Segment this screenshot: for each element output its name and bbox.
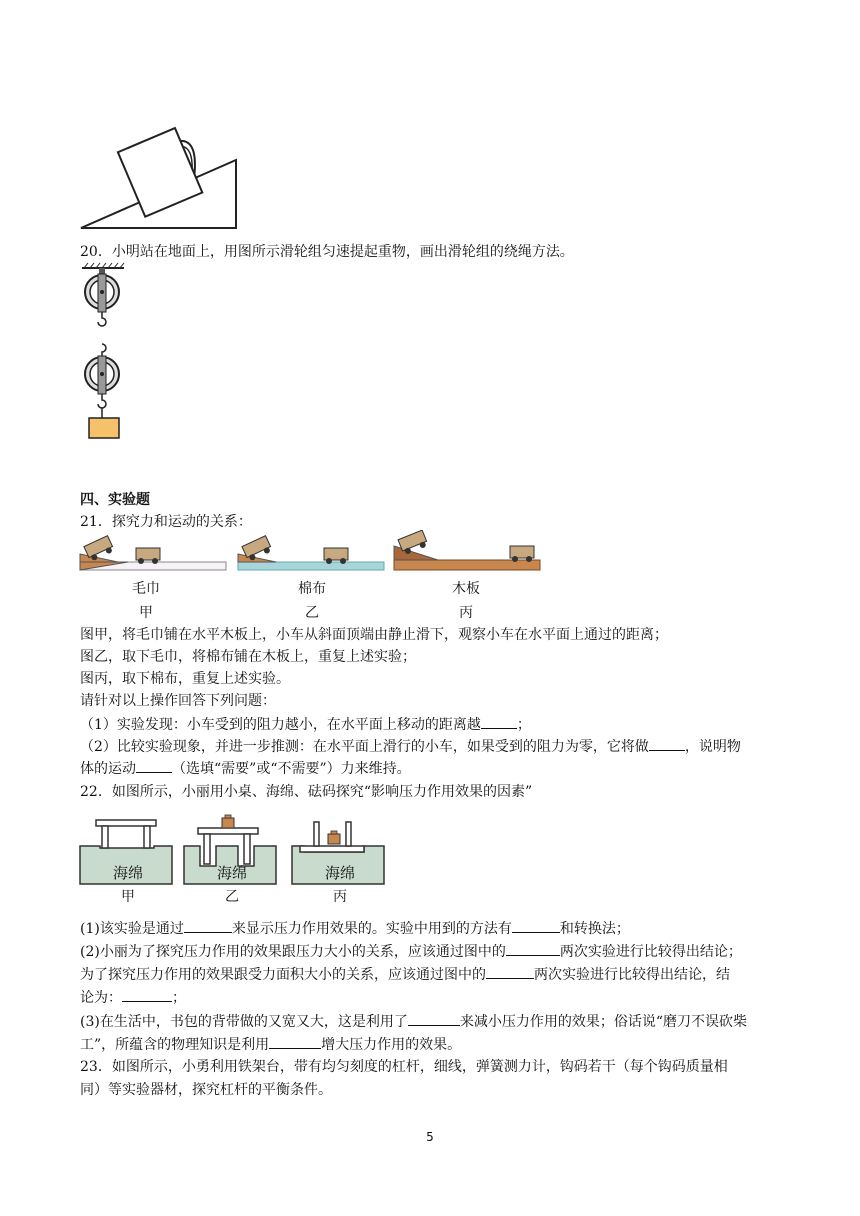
q21-blank-2[interactable] <box>649 736 685 751</box>
sponge-label-bing: 海绵 <box>324 864 355 882</box>
q21-part-2-text: （2）比较实验现象，并进一步推测：在水平面上滑行的小车，如果受到的阻力为零，它将做 <box>80 739 649 755</box>
q22-blank-3[interactable] <box>506 941 560 956</box>
q22-blank-6[interactable] <box>408 1011 460 1026</box>
sponge-label-yi: 海绵 <box>216 864 247 882</box>
q21-line-2: 图乙，取下毛巾，将棉布铺在木板上，重复上述实验； <box>80 649 416 665</box>
q21-part-2 <box>80 736 741 757</box>
caption-cloth: 棉布 <box>298 581 326 597</box>
q22-part-2-line-2-text: 为了探究压力作用的效果跟受力面积大小的关系，应该通过图中的 <box>80 967 486 983</box>
q22-part-3-line-2-text: 工”，所蕴含的物理知识是利用 <box>80 1037 270 1053</box>
question-22-intro: 22．如图所示，小丽用小桌、海绵、砝码探究“影响压力作用效果的因素” <box>80 784 533 800</box>
q22-part-2-mid: 两次实验进行比较得出结论； <box>559 944 742 960</box>
caption-label-yi: 乙 <box>305 605 319 621</box>
q22-part-2-line-3 <box>80 987 186 1008</box>
section-4-title: 四、实验题 <box>80 492 150 508</box>
q22-part-3-text: (3)在生活中，书包的背带做的又宽又大，这是利用了 <box>80 1014 408 1030</box>
figure-label-yi: 乙 <box>225 889 239 905</box>
caption-label-jia: 甲 <box>139 605 153 621</box>
incline-cart-experiment-figure <box>78 530 548 580</box>
question-21-intro: 21．探究力和运动的关系： <box>80 514 252 530</box>
q21-part-2-cont <box>80 758 411 779</box>
q21-part-1-text: （1）实验发现：小车受到的阻力越小，在水平面上移动的距离越 <box>80 717 481 733</box>
q22-blank-4[interactable] <box>486 964 534 979</box>
q22-part-2-text: (2)小丽为了探究压力作用的效果跟压力大小的关系，应该通过图中的 <box>80 944 506 960</box>
q21-part-2-mid: ，说明物 <box>684 739 741 755</box>
q22-part-3-line-2 <box>80 1034 461 1055</box>
q22-part-1-end: 和转换法； <box>559 921 630 937</box>
caption-label-bing: 丙 <box>459 605 473 621</box>
q21-part-1-end: ； <box>516 717 531 733</box>
q21-line-4: 请针对以上操作回答下列问题： <box>80 693 276 709</box>
q22-part-2 <box>80 941 742 962</box>
question-23-line-1: 23．如图所示，小勇利用铁架台，带有均匀刻度的杠杆，细线，弹簧测力计，钩码若干（每个钩码质量相 <box>80 1059 728 1075</box>
q22-blank-1[interactable] <box>184 918 232 933</box>
caption-towel: 毛巾 <box>132 581 160 597</box>
figure-label-jia: 甲 <box>121 889 135 905</box>
q21-part-2-cont-text: 体的运动 <box>80 761 136 777</box>
q22-blank-2[interactable] <box>512 918 560 933</box>
q21-part-1 <box>80 714 531 735</box>
q21-line-3: 图丙，取下棉布，重复上述实验。 <box>80 671 290 687</box>
sponge-label-jia: 海绵 <box>112 864 143 882</box>
question-20-text: 20．小明站在地面上，用图所示滑轮组匀速提起重物，画出滑轮组的绕绳方法。 <box>80 244 574 260</box>
q22-blank-5[interactable] <box>122 987 172 1002</box>
q22-blank-7[interactable] <box>269 1034 321 1049</box>
q22-part-3 <box>80 1011 747 1032</box>
q21-part-2-end: （选填“需要”或“不需要”）力来维持。 <box>172 761 411 777</box>
q21-line-1: 图甲，将毛巾铺在水平木板上，小车从斜面顶端由静止滑下，观察小车在水平面上通过的距离； <box>80 627 668 643</box>
q21-blank-1[interactable] <box>481 714 517 729</box>
q22-part-1-text: (1)该实验是通过 <box>80 921 184 937</box>
q22-part-2-line-2-end: 两次实验进行比较得出结论，结 <box>534 967 730 983</box>
q22-part-3-mid: 来减小压力作用的效果；俗话说“磨刀不误砍柴 <box>459 1014 747 1030</box>
caption-wood: 木板 <box>452 581 480 597</box>
q22-part-2-line-2 <box>80 964 730 985</box>
q22-part-3-line-2-end: 增大压力作用的效果。 <box>321 1037 462 1053</box>
q22-part-1 <box>80 918 630 939</box>
figure-label-bing: 丙 <box>333 889 347 905</box>
pulley-system-figure <box>80 262 130 442</box>
q22-part-2-line-3-end: ； <box>172 990 186 1006</box>
cup-on-incline-figure <box>78 100 243 232</box>
q21-blank-3[interactable] <box>136 758 172 773</box>
q22-part-2-line-3-text: 论为： <box>80 990 122 1006</box>
q22-part-1-mid: 来显示压力作用效果的。实验中用到的方法有 <box>231 921 512 937</box>
question-23-line-2: 同）等实验器材，探究杠杆的平衡条件。 <box>80 1082 332 1098</box>
page-number: 5 <box>426 1130 434 1144</box>
